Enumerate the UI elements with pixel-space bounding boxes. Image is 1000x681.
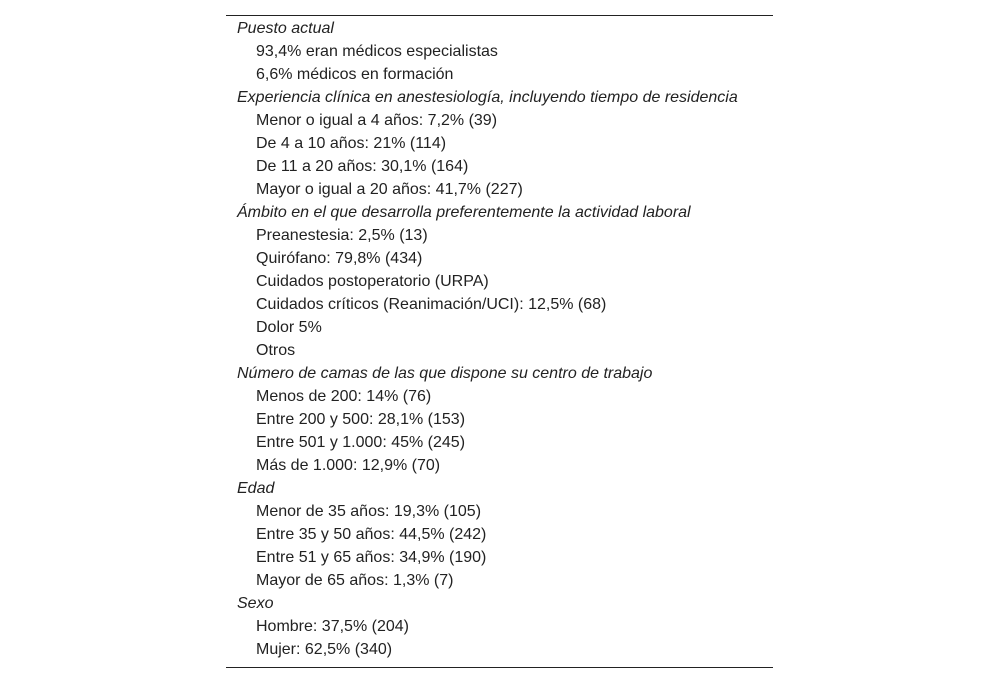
section-heading: Sexo [237,595,274,612]
list-item: Mayor o igual a 20 años: 41,7% (227) [256,181,523,198]
section-heading: Ámbito en el que desarrolla preferentemente la actividad laboral [237,204,691,221]
list-item: Entre 35 y 50 años: 44,5% (242) [256,526,487,543]
section-ambito-laboral [226,201,773,362]
list-item: Mayor de 65 años: 1,3% (7) [256,572,454,589]
list-item: Mujer: 62,5% (340) [256,641,393,658]
list-item: Entre 51 y 65 años: 34,9% (190) [256,549,487,566]
list-item: Entre 200 y 500: 28,1% (153) [256,411,466,428]
list-item: Hombre: 37,5% (204) [256,618,409,635]
list-item: Cuidados postoperatorio (URPA) [256,273,489,290]
list-item: Dolor 5% [256,319,322,336]
section-heading: Número de camas de las que dispone su centro de trabajo [237,365,653,382]
list-item: De 11 a 20 años: 30,1% (164) [256,158,469,175]
list-item: Preanestesia: 2,5% (13) [256,227,428,244]
section-numero-camas [226,362,773,477]
section-edad [226,477,773,592]
section-heading: Experiencia clínica en anestesiología, incluyendo tiempo de residencia [237,89,738,106]
list-item: 93,4% eran médicos especialistas [256,43,498,60]
list-item: Menos de 200: 14% (76) [256,388,432,405]
list-item: Más de 1.000: 12,9% (70) [256,457,441,474]
list-item: De 4 a 10 años: 21% (114) [256,135,447,152]
list-item: Menor de 35 años: 19,3% (105) [256,503,482,520]
demographics-table [226,15,773,668]
section-heading: Edad [237,480,275,497]
list-item: Cuidados críticos (Reanimación/UCI): 12,5% (68) [256,296,607,313]
section-sexo [226,592,773,661]
section-puesto-actual [226,17,773,86]
list-item: Entre 501 y 1.000: 45% (245) [256,434,466,451]
list-item: Menor o igual a 4 años: 7,2% (39) [256,112,498,129]
section-heading: Puesto actual [237,20,334,37]
list-item: Otros [256,342,296,359]
section-experiencia-clinica [226,86,773,201]
list-item: 6,6% médicos en formación [256,66,454,83]
list-item: Quirófano: 79,8% (434) [256,250,423,267]
